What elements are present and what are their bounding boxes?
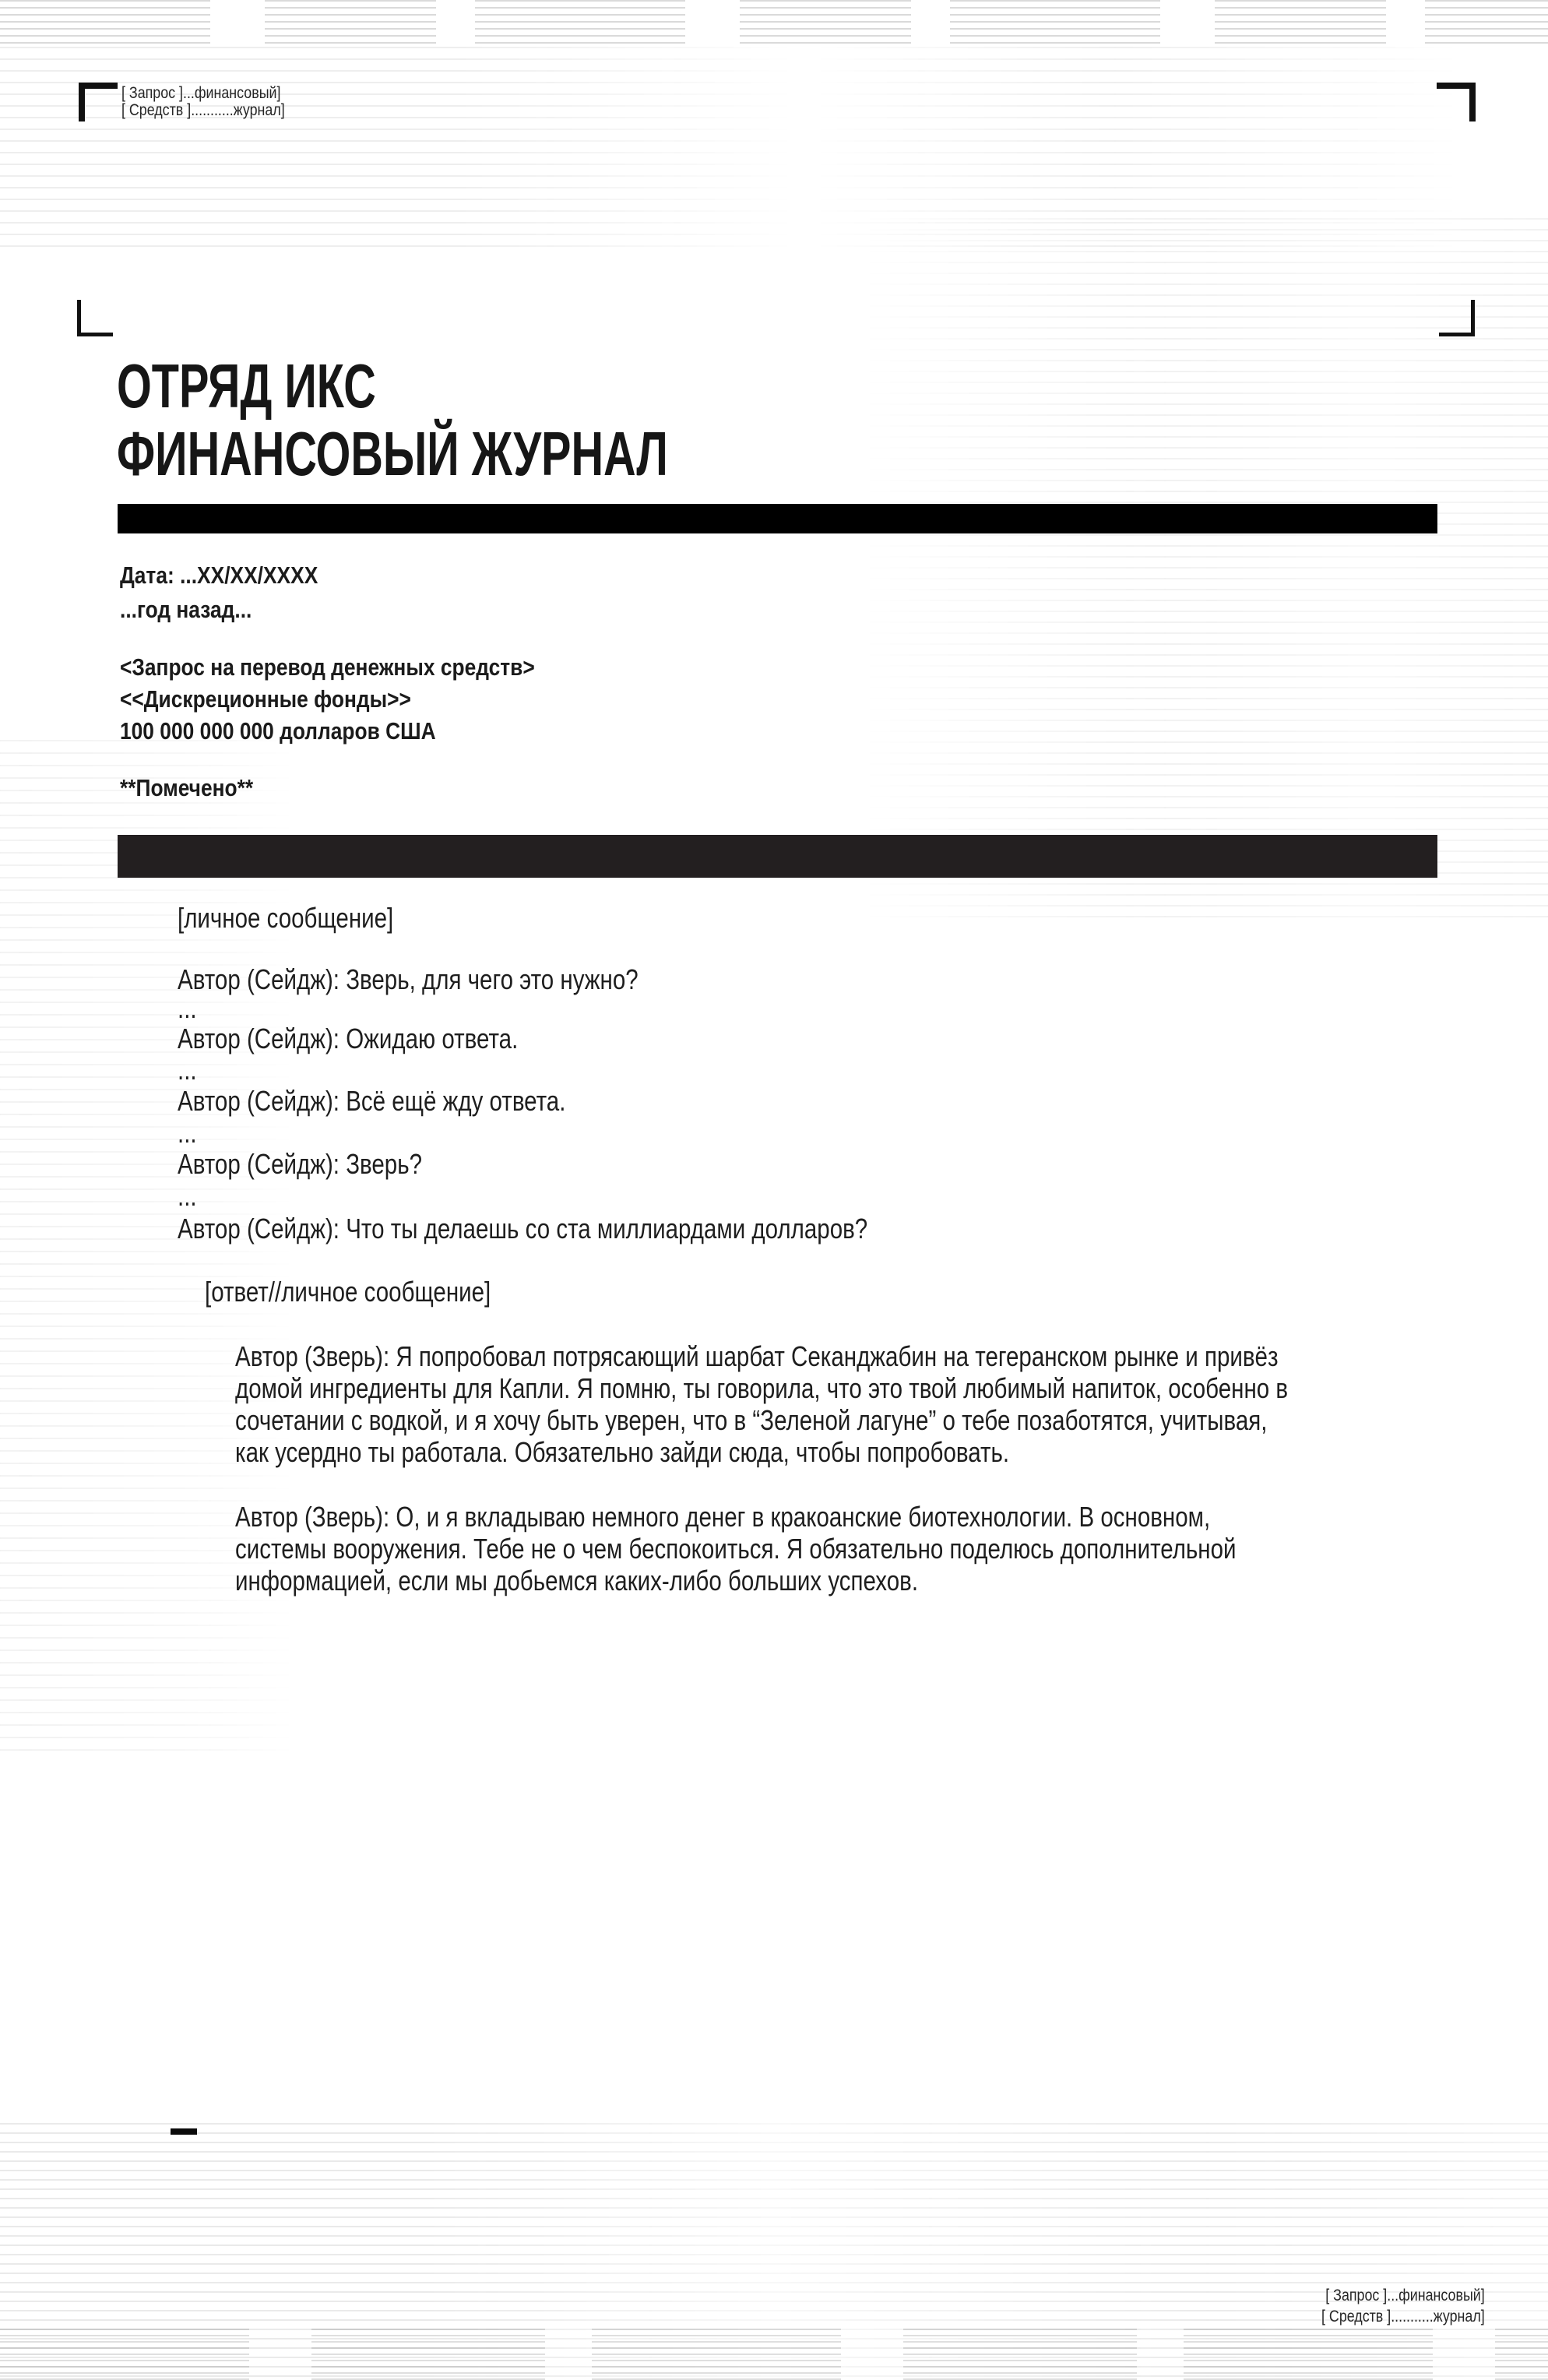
reply-paragraph-1-line4: как усердно ты работала. Обязательно зайди сюда, чтобы попробовать. xyxy=(235,1436,1010,1468)
chat-ellipsis: ... xyxy=(178,992,197,1024)
corner-bracket-top-left xyxy=(79,83,118,121)
chat-ellipsis: ... xyxy=(178,1180,197,1212)
date-line: Дата: ...XX/XX/XXXX xyxy=(120,562,318,589)
corner-tag-top xyxy=(121,85,285,119)
corner-tag-bottom xyxy=(1321,2285,1485,2327)
corner-bracket-top-right xyxy=(1437,83,1476,121)
page-title xyxy=(117,352,668,488)
transfer-request-block xyxy=(120,651,535,747)
chat-message: Автор (Сейдж): Ожидаю ответа. xyxy=(178,1023,519,1054)
reply-paragraph-1-line2: домой ингредиенты для Капли. Я помню, ты говорила, что это твой любимый напиток, особенно в xyxy=(235,1372,1289,1404)
transfer-request-amount: 100 000 000 000 долларов США xyxy=(120,717,436,745)
chat-ellipsis: ... xyxy=(178,1117,197,1149)
corner-tag-bottom-line1: [ Запрос ]...финансовый] xyxy=(1325,2287,1485,2304)
scanline-texture-top xyxy=(0,47,1548,249)
date-ago-line: ...год назад... xyxy=(120,596,252,623)
chat-message: Автор (Сейдж): Всё ещё жду ответа. xyxy=(178,1085,566,1117)
reply-paragraph-1-line3: сочетании с водкой, и я хочу быть уверен, что в “Зеленой лагуне” о тебе позаботятся, учитывая, xyxy=(235,1404,1268,1436)
frame-bracket-bottom-left xyxy=(77,300,113,336)
scanline-texture-bottom xyxy=(0,2123,1548,2380)
scanline-texture-top-edge xyxy=(0,0,1548,47)
chat-message: Автор (Сейдж): Зверь, для чего это нужно? xyxy=(178,963,639,995)
transfer-request-line1: <Запрос на перевод денежных средств> xyxy=(120,653,535,681)
redaction-dash xyxy=(171,2128,197,2135)
reply-paragraph-2 xyxy=(235,1501,1237,1597)
frame-bracket-bottom-right xyxy=(1439,300,1475,336)
chat-message: Автор (Сейдж): Что ты делаешь со ста миллиардами долларов? xyxy=(178,1213,868,1245)
reply-channel-label: [ответ//личное сообщение] xyxy=(205,1276,491,1308)
reply-paragraph-2-line1: Автор (Зверь): О, и я вкладываю немного денег в кракоанские биотехнологии. В основном, xyxy=(235,1501,1211,1533)
reply-paragraph-2-line3: информацией, если мы добьемся каких-либо больших успехов. xyxy=(235,1565,919,1597)
chat-ellipsis: ... xyxy=(178,1054,197,1086)
scanline-texture-left xyxy=(0,740,335,1752)
scanline-texture-bottom-edge xyxy=(0,2329,1548,2380)
section-divider-bar xyxy=(118,835,1437,878)
corner-tag-top-line1: [ Запрос ]...финансовый] xyxy=(121,84,281,102)
pm-channel-label: [личное сообщение] xyxy=(178,902,394,934)
corner-tag-bottom-line2: [ Средств ]...........журнал] xyxy=(1321,2308,1485,2325)
transfer-request-line2: <<Дискреционные фонды>> xyxy=(120,685,411,713)
reply-paragraph-1 xyxy=(235,1340,1288,1468)
reply-paragraph-2-line2: системы вооружения. Тебе не о чем беспокоиться. Я обязательно поделюсь дополнительной xyxy=(235,1533,1237,1565)
title-divider-bar xyxy=(118,504,1437,533)
reply-paragraph-1-line1: Автор (Зверь): Я попробовал потрясающий шарбат Секанджабин на тегеранском рынке и привёз xyxy=(235,1340,1279,1372)
page-title-line1: ОТРЯД ИКС xyxy=(117,351,376,421)
flag-label: **Помечено** xyxy=(120,774,254,801)
date-block xyxy=(120,558,318,627)
corner-tag-top-line2: [ Средств ]...........журнал] xyxy=(121,101,285,119)
chat-message: Автор (Сейдж): Зверь? xyxy=(178,1148,423,1180)
page-title-line2: ФИНАНСОВЫЙ ЖУРНАЛ xyxy=(117,419,668,488)
